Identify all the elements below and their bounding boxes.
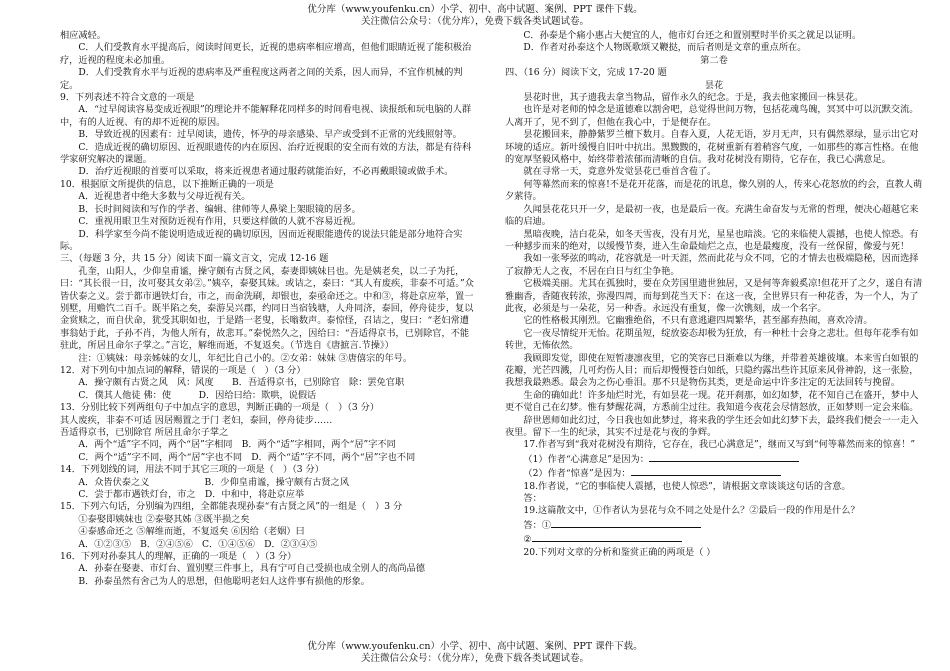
left-para: 吾适得京书，已别除官 所居且命尔子掌之 [60,427,229,438]
left-para: A．①②③⑤ B．②④⑤⑥ C．①④⑤⑥ D．②③④⑤ [78,538,318,550]
question-9: 9．下列表述不符合文意的一项是 [60,92,195,104]
left-para: B．长时间阅读和写作的学者、编辑、律师等人鼻梁上架眼镜的居多。 [78,203,361,215]
essay-para: 辞世恩师如此幻过，今日我也如此梦过，将来我的学生还会如此幻梦下去，最终我们便会一一走入夜里。留下一生的纪录，其实不过是花与夜的争辉。 [505,414,919,438]
left-column [60,30,478,638]
left-para: A．两个“适”字不同，两个“居”字相同 B．两个“适”字相同，两个“居”字不同 [78,439,396,451]
left-para: 相应减轻。 [60,30,106,41]
essay-title: 昙花 [704,79,724,91]
question-15: 15．下列六句话，分别编为四组，全都能表现孙泰“有古贤之风”的一组是（ ）3 分 [60,501,403,513]
essay-para: 何等幕然而来的惊喜!不是花开花落，而是花的讯息，像久别的人，传来心花怒放的约会，直教人萌夕萦待。 [505,178,923,203]
question-17: 17.作者写到“我对花树没有期待，它存在，我已心满意足”，继而又写到“何等幕然而来的惊喜！” [523,439,916,451]
essay-para: 它极端美丽。尤其在孤独时，要在众芳国里遗世独居，又是何等奔毅奚凉!但花开了之夕，遂自有清雅幽香，香随夜转浓，弥漫四周，而每到花当天下：在这一夜，全世界只有一种花香，为一个人，为了此夜，必须是与一朵花，另一种香。永远没有重复，像一次镌刻，成一个名字。 [505,278,923,314]
essay-para: 生命的确如此！许多灿烂时光，有如昙花一现。花开刹那，如幻如梦，花不知自己在盛开，梦中人更不觉自己在幻梦。惟有梦醒花凋，方悉前尘过往。我知道今夜花会尽情怒放，正如梦则一定会来临。 [505,389,919,414]
right-para: C．孙泰是个痛小惠占大便宜的人，他市灯台还之和置别墅时半价买之就足以证明。 [523,30,862,41]
section-3-title: 三、（每题 3 分，共 15 分）阅读下面一篇文言文，完成 12-16 题 [60,253,329,265]
right-column [505,30,923,638]
left-para: D．科学家至今尚不能说明造成近视的确切原因，因而近视眼能遗传的说法只能是部分地符合实际。 [60,228,463,252]
classical-passage: 孔奎，山阳人，少仰皇甫谧，操守颇有古贤之风，泰妻即姨妹㠯也。先是姨老矣，以二子为托，曰：“其长很一日，汝可娶其女弟②。”姨卒，泰娶其妹。或诘之，泰曰：“其人有废疾，非泰不可适。”众皆伏泰之义。尝于都市遇铁灯台，市之，而命洗刷，却银也，泰亟命还之。中和③，将赴京应举，置一别墅，用赡饩二百千。既半陷之矣，泰游吴兴郡，约同日当宿钱塘，人舟同济，泰回，停舟徒步，复以金赏赎之，而自伏命，犹受其职如也，于是踏一老叟，长嗡数声。泰惊怪，召诘之，叟曰：“老妇常遭事翁姑于此，子孙不肖，为他人所有，故悲耳。”泰悦然久之，因给曰：“吾适得京书，已别除官，不能驻此，所居且命尔子掌之。”言讫，解维而逝，不复返矣。（节选自《唐摭言.节操》） [60,265,474,352]
answer-label: 答： [523,493,542,505]
left-para: C．僕其人他徒 佛：使 D．因给曰给：欺哄，说假话 [78,389,317,401]
answer-blank[interactable] [631,466,781,476]
left-para: C．重视用眼卫生对预防近视有作用，只要这样做的人就不容易近视。 [78,216,362,228]
essay-para: 黑暗夜晚，洁白花朵，如冬天雪夜，没有月光，星星也暗淡。它的来临使人震撼，也使人惊恐。有一种撼步而来的绝对，以缓慢节奏，进入生命最灿烂之点，也是最瘦度，没有一丝保留，像爱与死！ [505,228,919,252]
left-para: A．孙泰在娶妻、市灯台、置别墅三件事上，具有宁可自己受损也成全别人的高尚品德 [78,563,425,575]
question-18: 18.作者说，“它的事临使人震撼，也使人惊恐”，请根据文章谈谈这句话的含意。 [523,480,851,492]
left-para: A．近视患者中绝大多数与父母近视有关。 [78,191,251,203]
left-para: B．孙泰虽然有舍己为人的思想，但他聪明老妇人这件事有损他的形象。 [78,575,370,587]
page-header [0,4,950,28]
essay-para: 昙花搬回来，静静紫罗兰檀下数月。自春入夏，人花无语，岁月无声，只有偶然翠绿，显示出它对环境的适应。新叶缓慢自旧叶中抗出。黑黢黢的，花树重新有着稍容气度，一如那些的寡言性格。在他的宽厚坚毅风格中，始终带着浓郁而清晰的自信。我对花树没有期待，它存在，我已心满意足。 [505,129,919,166]
left-para: D．人们受教育水平与近视的患病率及严重程度这两者之间的关系，因人而异，不宜作机械的判定。 [60,67,463,91]
header-line-1: 优分库（www.youfenku.cn）小学、初中、高中试题、案例、PPT 课件下载。 [307,4,643,15]
answer-blank[interactable] [551,518,701,528]
left-para: C．造成近视的确切原因、近视眼遗传的内在原因、治疗近视眼的安全而有效的方法，都是有待科学家研究解决的课题。 [60,141,472,166]
left-para: C．尝于都市遇铁灯台，市之 D．中和中，将赴京应举 [78,489,305,501]
essay-para: 它一夜尽情绽开无怡。花期虽短，绽放姿态却极为狂放，有一种杜十会身之悲壮。但每年花季有如转世，无怖依然。 [505,327,919,352]
footer-line-2: 关注微信公众号：（优分库），免费下载各类试题试卷。 [360,653,589,664]
essay-para: 它的性格极其刚烈。它幽雅绝俗，不只有意逃避四周繁华，甚至鄙弃热闹，喜欢冷清。 [523,315,873,327]
left-para: 其人废疾，非泰不可适 因居赐置之于门 老妇，泰回，停舟徒步…… [60,414,333,426]
left-para: ①泰娶即姨妹也 ②泰娶其姊 ③既半损之矣 [78,513,250,525]
question-12: 12．对下列句中加点词的解释，错误的一项是（ ）（3 分） [60,364,306,376]
left-para: C．人们受教育水平提高后，阅读时间更长，近视的患病率相应增高，但他们眼睛近视了能积极治疗，近视的程度未必加重。 [60,42,472,66]
page-footer [0,641,950,665]
answer-19-2: ② [505,532,923,546]
footer-line-1: 优分库（www.youfenku.cn）小学、初中、高中试题、案例、PPT 课件下载。 [307,641,643,652]
header-line-2: 关注微信公众号：（优分库），免费下载各类试题试卷。 [360,16,589,27]
question-13: 13．分别比较下列两组句子中加点字的意思，判断正确的一项是（ ）（3 分） [60,402,380,414]
left-para: A．操守颇有古贤之风 风：风度 B．吾适得京书，已别除官 除：罢免官职 [78,377,405,389]
part-two-title: 第二卷 [700,54,728,66]
left-para: A．“过早阅读容易变成近视眼”的理论并不能解释花同样多的时间看电视、读报纸和玩电脑的人群中，有的人近视、有的却不近视的原因。 [60,104,472,128]
essay-para: 我顾即发觉，即使在短暂凄凛夜里，它的笑容已日渐难以为继，并带着英雄彼壤。本来雪白如银的花瓣，光芒四溅，几可灼伤人目；而后却慢慢苍白如纸，只隐约露出些许其原来风骨神韵，这一张脸，我想我最熟悉。最会为之伤心垂泪。那不只是物伤其类，更是命运中许多注定的无法回转与挽留。 [505,352,919,389]
essay-para: 我如一张琴弦的鸣动，花容就是一叶天涯，然而此花与众不同，它的才情去也极端隐秘，因而选择了寂静无人之夜，不居在白日与红尘争艳。 [505,253,919,277]
left-para: ④泰感命还之 ⑤解维而逝，不复返矣 ⑥因给（老姻）曰 [78,526,305,538]
left-para: C．两个“适”字不同，两个“居”字也不同 D．两个“适”字不同，两个“居”字也不同 [78,451,416,463]
question-17-2: （2）作者“惊喜”是因为： [505,466,923,480]
right-para: D．作者对孙泰这个人物既歌颂又鞭挞，而后者则是文章的重点所在。 [523,42,807,54]
passage-notes: 注：①姨妹：母亲姊妹的女儿，年纪比自己小的。②女弟：妹妹 ③唐僖宗的年号。 [78,352,413,364]
question-16: 16．下列对孙泰其人的理解，正确的一项是（ ）（3 分） [60,551,297,563]
question-17-1: （1）作者“心满意足”是因为： [505,452,923,466]
essay-para: 昙花时世，其子遗我去拿当物品，留作永久的纪念。于是，我去他家搬回一株昙花。 [523,92,864,104]
essay-para: 久闻昙花花只开一夕，是最初一夜，也是最后一夜。充满生命奋发与无常的哲理，便决心超越它来临的启迪。 [505,203,919,228]
question-14: 14．下列划线的词，用法不同于其它三项的一项是（ ）（3 分） [60,464,324,476]
answer-blank[interactable] [532,532,682,542]
answer-blank[interactable] [649,452,799,462]
left-para: D．治疗近视眼的首要可以采取，将来近视患者通过服药就能治好，不必再戴眼镜或做手术。 [78,166,454,178]
question-20: 20.下列对文章的分析和鉴赏正确的两项是（ ） [523,546,716,558]
question-10: 10．根据原文所提供的信息，以下推断正确的一项是 [60,178,274,190]
section-4-title: 四、（16 分）阅读下文，完成 17-20 题 [505,67,667,79]
left-para: B．导致近视的因素有：过早阅读，遗传，怀孕的母亲感染、早产或受到不正常的光线照射等。 [78,129,462,141]
left-para: A．众皆伏泰之义 B．少仰皇甫谧，操守颇有古贤之风 [78,476,350,488]
essay-para: 也许是对老师的悼念是道德难以割舍吧，总觉得世间万物，包括花魂鸟魄，冥冥中可以沉默交流。人离开了，见不到了，但他在我心中，于是便存在。 [505,104,919,128]
question-19: 19.这篇散文中，①作者认为昙花与众不同之处是什么？②最后一段的作用是什么？ [523,505,860,517]
answer-19-1: 答：① [505,518,923,532]
essay-para: 就在寻常一天，竟意外发觉昙花已垂首含苞了。 [523,166,717,178]
